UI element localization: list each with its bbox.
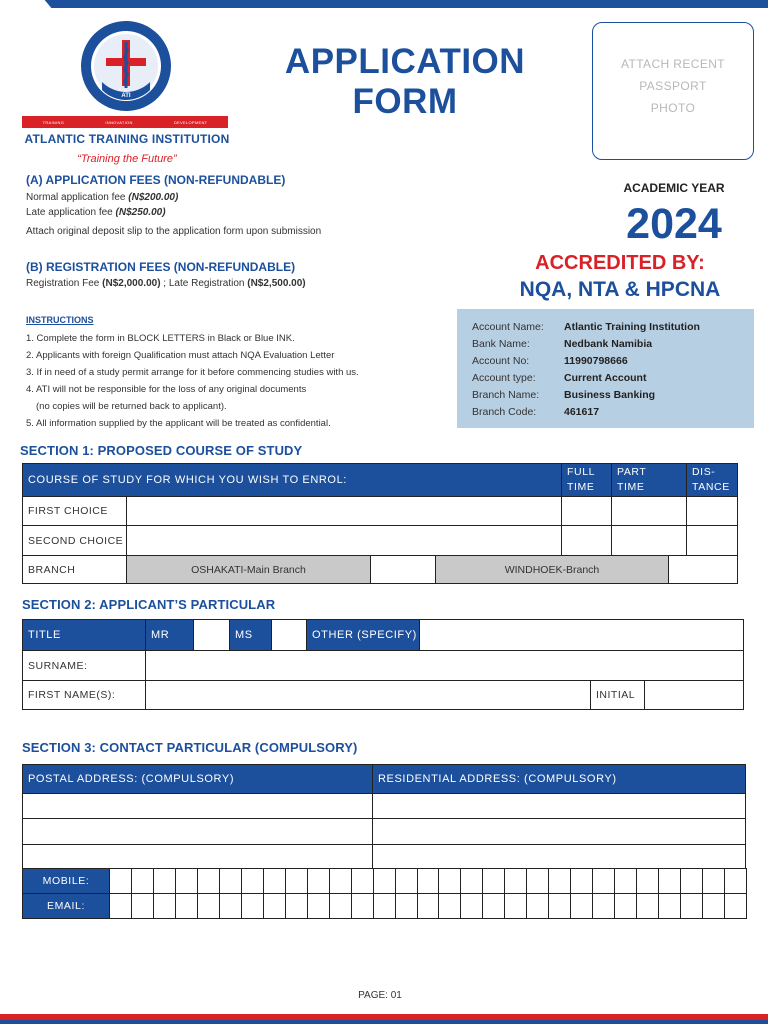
top-accent-bar [40, 0, 768, 8]
bank-value: Nedbank Namibia [564, 338, 653, 350]
email-char-box[interactable] [329, 893, 352, 919]
postal-address-line-1[interactable] [22, 793, 373, 819]
bank-row [472, 336, 754, 353]
mobile-char-box[interactable] [482, 868, 505, 894]
application-fees-title: (A) APPLICATION FEES (NON-REFUNDABLE) [26, 173, 286, 187]
title-line-2: FORM [352, 82, 458, 122]
mobile-char-box[interactable] [109, 868, 132, 894]
surname-input[interactable] [145, 650, 744, 681]
mobile-char-box[interactable] [307, 868, 330, 894]
bank-value: Business Banking [564, 389, 656, 401]
photo-line-1: ATTACH RECENT [620, 57, 726, 71]
branch-oshakati-label: OSHAKATI-Main Branch [126, 555, 371, 584]
photo-line-3: PHOTO [650, 101, 696, 115]
email-char-box[interactable] [373, 893, 396, 919]
mobile-char-box[interactable] [329, 868, 352, 894]
initial-label: INITIAL [590, 680, 645, 710]
second-choice-input[interactable] [126, 525, 562, 556]
mobile-char-box[interactable] [460, 868, 483, 894]
late-fee-label: Late application fee [26, 207, 116, 218]
first-choice-input[interactable] [126, 496, 562, 526]
section-1-title: SECTION 1: PROPOSED COURSE OF STUDY [20, 443, 303, 458]
surname-label: SURNAME: [22, 650, 146, 681]
bank-details-box [457, 309, 754, 428]
first-choice-distance-box[interactable] [686, 496, 738, 526]
course-of-study-header: COURSE OF STUDY FOR WHICH YOU WISH TO ENROL: [22, 463, 562, 497]
bank-value: 461617 [564, 406, 600, 418]
tagline: “Training the Future” [77, 153, 177, 165]
mobile-char-box[interactable] [504, 868, 527, 894]
mobile-char-box[interactable] [153, 868, 176, 894]
logo-strip-item: TRAINING [42, 119, 65, 125]
full-time-line: FULL [567, 466, 596, 478]
mr-checkbox[interactable] [193, 619, 230, 651]
mobile-char-box[interactable] [351, 868, 374, 894]
second-choice-part-time-box[interactable] [611, 525, 687, 556]
email-char-box[interactable] [504, 893, 527, 919]
mobile-char-box[interactable] [702, 868, 725, 894]
logo-strip [22, 116, 228, 128]
distance-header [686, 463, 738, 497]
ms-checkbox[interactable] [271, 619, 307, 651]
email-char-box[interactable] [417, 893, 440, 919]
first-choice-full-time-box[interactable] [561, 496, 612, 526]
title-line-1: APPLICATION [284, 42, 526, 81]
part-time-header [611, 463, 687, 497]
first-choice-part-time-box[interactable] [611, 496, 687, 526]
bank-row [472, 404, 754, 421]
email-char-box[interactable] [263, 893, 286, 919]
late-fee [26, 206, 166, 220]
bank-key: Bank Name: [472, 338, 530, 350]
accredited-bodies: NQA, NTA & HPCNA [519, 278, 721, 301]
email-char-box[interactable] [570, 893, 593, 919]
full-time-header [561, 463, 612, 497]
distance-line: TANCE [692, 481, 730, 493]
mobile-char-box[interactable] [570, 868, 593, 894]
bank-row [472, 319, 754, 336]
email-char-box[interactable] [175, 893, 198, 919]
page-title [270, 42, 540, 123]
mobile-char-box[interactable] [614, 868, 637, 894]
section-3-title: SECTION 3: CONTACT PARTICULAR (COMPULSORY) [22, 740, 358, 755]
normal-fee-label: Normal application fee [26, 192, 129, 203]
email-char-box[interactable] [241, 893, 264, 919]
mobile-char-box[interactable] [219, 868, 242, 894]
part-time-line: PART [617, 466, 647, 478]
email-label: EMAIL: [22, 893, 110, 919]
email-char-box[interactable] [614, 893, 637, 919]
branch-windhoek-box[interactable] [668, 555, 738, 584]
bank-key: Account type: [472, 372, 536, 384]
distance-line: DIS- [692, 466, 716, 478]
ati-logo [80, 20, 172, 112]
residential-address-line-2[interactable] [372, 818, 746, 845]
email-char-box[interactable] [702, 893, 725, 919]
mr-label: MR [145, 619, 194, 651]
residential-address-header: RESIDENTIAL ADDRESS: (COMPULSORY) [372, 764, 746, 794]
bank-value: 11990798666 [564, 355, 628, 367]
email-char-box[interactable] [351, 893, 374, 919]
svg-text:ATI: ATI [121, 93, 131, 99]
instruction-item: 5. All information supplied by the applicant will be treated as confidential. [26, 418, 331, 429]
email-char-box[interactable] [482, 893, 505, 919]
registration-fee [26, 277, 306, 291]
title-label: TITLE [22, 619, 146, 651]
full-time-line: TIME [567, 481, 595, 493]
email-char-box[interactable] [724, 893, 747, 919]
registration-fees-title: (B) REGISTRATION FEES (NON-REFUNDABLE) [26, 260, 296, 274]
postal-address-header: POSTAL ADDRESS: (COMPULSORY) [22, 764, 373, 794]
email-char-box[interactable] [680, 893, 703, 919]
mobile-char-box[interactable] [285, 868, 308, 894]
mobile-char-box[interactable] [526, 868, 549, 894]
instruction-item: 3. If in need of a study permit arrange for it before commencing studies with us. [26, 367, 359, 378]
email-char-box[interactable] [592, 893, 615, 919]
branch-oshakati-box[interactable] [370, 555, 436, 584]
academic-year: 2024 [626, 200, 722, 248]
mobile-char-box[interactable] [658, 868, 681, 894]
mobile-char-box[interactable] [592, 868, 615, 894]
postal-address-line-2[interactable] [22, 818, 373, 845]
initial-input[interactable] [644, 680, 744, 710]
email-char-box[interactable] [548, 893, 571, 919]
mobile-char-box[interactable] [724, 868, 747, 894]
late-fee-value: (N$250.00) [115, 207, 166, 218]
branch-windhoek-label: WINDHOEK-Branch [435, 555, 669, 584]
reg-fee-label: Registration Fee [26, 278, 103, 289]
normal-fee-value: (N$200.00) [128, 192, 179, 203]
bank-key: Account No: [472, 355, 530, 367]
mobile-char-box[interactable] [241, 868, 264, 894]
mobile-label: MOBILE: [22, 868, 110, 894]
email-char-box[interactable] [109, 893, 132, 919]
instructions-list [26, 330, 426, 432]
reg-fee-value: (N$2,000.00) [102, 278, 161, 289]
late-reg-label: ; Late Registration [160, 278, 248, 289]
mobile-char-box[interactable] [438, 868, 461, 894]
mobile-char-box[interactable] [548, 868, 571, 894]
email-char-box[interactable] [285, 893, 308, 919]
logo-emblem-icon [80, 20, 172, 112]
email-char-box[interactable] [131, 893, 154, 919]
normal-fee [26, 191, 178, 205]
mobile-char-box[interactable] [417, 868, 440, 894]
logo-strip-item: INNOVATION [105, 119, 133, 125]
email-char-box[interactable] [395, 893, 418, 919]
second-choice-full-time-box[interactable] [561, 525, 612, 556]
mobile-char-box[interactable] [395, 868, 418, 894]
email-char-box[interactable] [307, 893, 330, 919]
first-names-input[interactable] [145, 680, 591, 710]
email-char-box[interactable] [438, 893, 461, 919]
org-name: ATLANTIC TRAINING INSTITUTION [24, 132, 230, 146]
instructions-title: INSTRUCTIONS [26, 315, 94, 325]
mobile-char-box[interactable] [131, 868, 154, 894]
accredited-label: ACCREDITED BY: [535, 252, 705, 274]
other-label: OTHER (SPECIFY) [306, 619, 420, 651]
residential-address-line-3[interactable] [372, 844, 746, 869]
email-char-box[interactable] [197, 893, 220, 919]
first-names-label: FIRST NAME(S): [22, 680, 146, 710]
bank-key: Account Name: [472, 321, 544, 333]
email-char-box[interactable] [219, 893, 242, 919]
branch-label: BRANCH [22, 555, 127, 584]
email-char-box[interactable] [153, 893, 176, 919]
email-char-box[interactable] [460, 893, 483, 919]
part-time-line: TIME [617, 481, 645, 493]
late-reg-value: (N$2,500.00) [247, 278, 306, 289]
academic-year-label: ACADEMIC YEAR [623, 181, 725, 195]
mobile-char-box[interactable] [373, 868, 396, 894]
bank-row [472, 370, 754, 387]
postal-address-line-3[interactable] [22, 844, 373, 869]
passport-photo-box[interactable] [592, 22, 754, 160]
logo-strip-item: DEVELOPMENT [173, 119, 208, 125]
instruction-item: 4. ATI will not be responsible for the loss of any original documents [26, 384, 307, 395]
mobile-char-box[interactable] [636, 868, 659, 894]
bottom-accent-bar-blue [0, 1020, 768, 1024]
email-char-box[interactable] [636, 893, 659, 919]
email-char-box[interactable] [526, 893, 549, 919]
mobile-char-box[interactable] [263, 868, 286, 894]
second-choice-distance-box[interactable] [686, 525, 738, 556]
instruction-item: 1. Complete the form in BLOCK LETTERS in Black or Blue INK. [26, 333, 295, 344]
bank-value: Atlantic Training Institution [564, 321, 700, 333]
mobile-char-box[interactable] [197, 868, 220, 894]
instruction-item: 2. Applicants with foreign Qualification must attach NQA Evaluation Letter [26, 350, 335, 361]
section-2-title: SECTION 2: APPLICANT’S PARTICULAR [22, 597, 276, 612]
photo-line-2: PASSPORT [639, 79, 707, 93]
mobile-char-box[interactable] [175, 868, 198, 894]
bank-value: Current Account [564, 372, 647, 384]
bank-row [472, 387, 754, 404]
other-title-input[interactable] [419, 619, 744, 651]
bank-key: Branch Name: [472, 389, 540, 401]
ms-label: MS [229, 619, 272, 651]
bank-key: Branch Code: [472, 406, 537, 418]
mobile-char-box[interactable] [680, 868, 703, 894]
bank-row [472, 353, 754, 370]
deposit-note: Attach original deposit slip to the application form upon submission [26, 226, 322, 237]
instruction-item: (no copies will be returned back to applicant). [36, 401, 227, 412]
first-choice-label: FIRST CHOICE [22, 496, 127, 526]
residential-address-line-1[interactable] [372, 793, 746, 819]
email-char-box[interactable] [658, 893, 681, 919]
page-number: PAGE: 01 [358, 990, 402, 1001]
second-choice-label: SECOND CHOICE [22, 525, 127, 556]
